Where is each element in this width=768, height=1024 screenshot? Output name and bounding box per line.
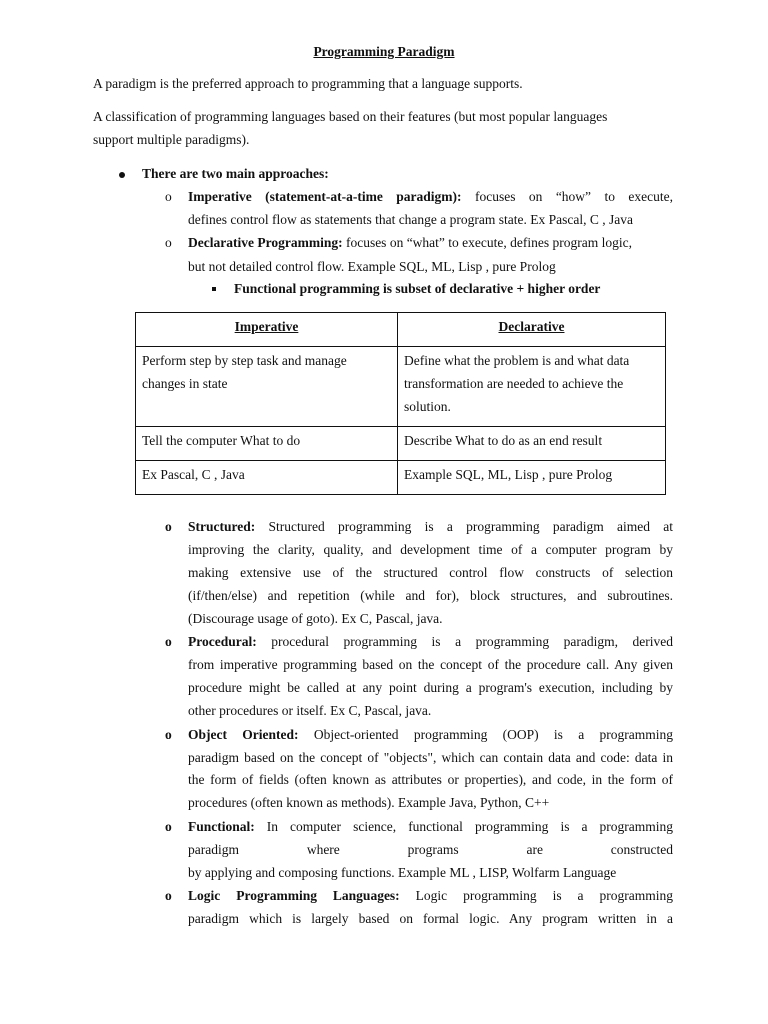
logic-line-1: Logic Programming Languages: Logic programming is a programming	[188, 888, 673, 903]
imperative-approach-line-2: defines control flow as statements that change a program state. Ex Pascal, C , Java	[188, 212, 633, 227]
square-bullet-icon	[212, 287, 216, 291]
procedural-line-4: other procedures or itself. Ex C, Pascal, java.	[188, 703, 432, 718]
declarative-approach-line-2: but not detailed control flow. Example SQL, ML, Lisp , pure Prolog	[188, 259, 556, 274]
table-cell: Ex Pascal, C , Java	[136, 461, 398, 495]
table-row	[136, 427, 666, 461]
logic-line-2: paradigm which is largely based on formal logic. Any program written in a	[188, 911, 673, 926]
intro-paragraph-1: A paradigm is the preferred approach to programming that a language supports.	[93, 76, 523, 91]
functional-line-3: by applying and composing functions. Example ML , LISP, Wolfarm Language	[188, 865, 617, 880]
circle-marker-icon: o	[165, 727, 172, 742]
oop-line-4: procedures (often known as methods). Example Java, Python, C++	[188, 795, 550, 810]
circle-marker-icon: o	[165, 189, 172, 204]
circle-marker-icon: o	[165, 519, 172, 534]
table-row	[136, 461, 666, 495]
table-header-row	[136, 313, 666, 347]
circle-marker-icon: o	[165, 888, 172, 903]
table-cell: Describe What to do as an end result	[398, 427, 666, 461]
table-row	[136, 347, 666, 427]
bullet-icon	[119, 172, 125, 178]
circle-marker-icon: o	[165, 634, 172, 649]
table-cell: Tell the computer What to do	[136, 427, 398, 461]
imperative-approach-line-1-rest: focuses on “how” to execute,	[474, 189, 673, 204]
circle-marker-icon: o	[165, 235, 172, 250]
circle-marker-icon: o	[165, 819, 172, 834]
table-cell: Example SQL, ML, Lisp , pure Prolog	[398, 461, 666, 495]
procedural-line-1: Procedural: procedural programming is a programming paradigm, derived	[188, 634, 673, 649]
intro-paragraph-2-line-1: A classification of programming languages based on their features (but most popular languages	[93, 109, 608, 124]
intro-paragraph-2-line-2: support multiple paradigms).	[93, 132, 250, 147]
paradigm-label: Procedural:	[188, 634, 257, 649]
table-header-declarative: Declarative	[398, 313, 666, 347]
comparison-table	[135, 312, 666, 495]
main-bullet-text: There are two main approaches:	[142, 166, 329, 181]
paradigm-label: Structured:	[188, 519, 256, 534]
declarative-approach-label: Declarative Programming:	[188, 235, 343, 250]
declarative-approach-line-1	[188, 234, 632, 251]
table-cell: Define what the problem is and what data transformation are needed to achieve the solution.	[398, 347, 666, 427]
imperative-approach-label: Imperative (statement-at-a-time paradigm):	[188, 189, 462, 204]
page-title: Programming Paradigm	[313, 44, 455, 59]
structured-line-1: Structured: Structured programming is a programming paradigm aimed at	[188, 519, 673, 534]
sub-bullet-text: Functional programming is subset of declarative + higher order	[234, 281, 601, 296]
paradigm-label: Logic Programming Languages:	[188, 888, 400, 903]
oop-line-1: Object Oriented: Object-oriented programming (OOP) is a programming	[188, 727, 674, 742]
procedural-line-2: from imperative programming based on the concept of the procedure call. Any given	[188, 657, 673, 672]
oop-line-2: paradigm based on the concept of "objects", which can contain data and code: data in	[188, 750, 673, 765]
table-cell: Perform step by step task and manage changes in state	[136, 347, 398, 427]
functional-line-2: paradigm where programs are constructed	[188, 842, 673, 857]
functional-line-1: Functional: In computer science, functional programming is a programming	[188, 819, 673, 834]
paradigm-label: Functional:	[188, 819, 255, 834]
declarative-approach-line-1-rest: focuses on “what” to execute, defines program logic,	[345, 235, 632, 250]
structured-line-2: improving the clarity, quality, and development time of a computer program by	[188, 542, 673, 557]
structured-line-3: making extensive use of the structured control flow constructs of selection	[188, 565, 673, 580]
structured-line-5: (Discourage usage of goto). Ex C, Pascal, java.	[188, 611, 443, 626]
imperative-approach-line-1	[188, 188, 673, 205]
table-header-imperative: Imperative	[136, 313, 398, 347]
paradigm-label: Object Oriented:	[188, 727, 299, 742]
oop-line-3: the form of fields (often known as attributes or properties), and code, in the form of	[188, 772, 673, 787]
structured-line-4: (if/then/else) and repetition (while and for), block structures, and subroutines.	[188, 588, 673, 603]
procedural-line-3: procedure might be called at any point during a program's execution, including by	[188, 680, 673, 695]
